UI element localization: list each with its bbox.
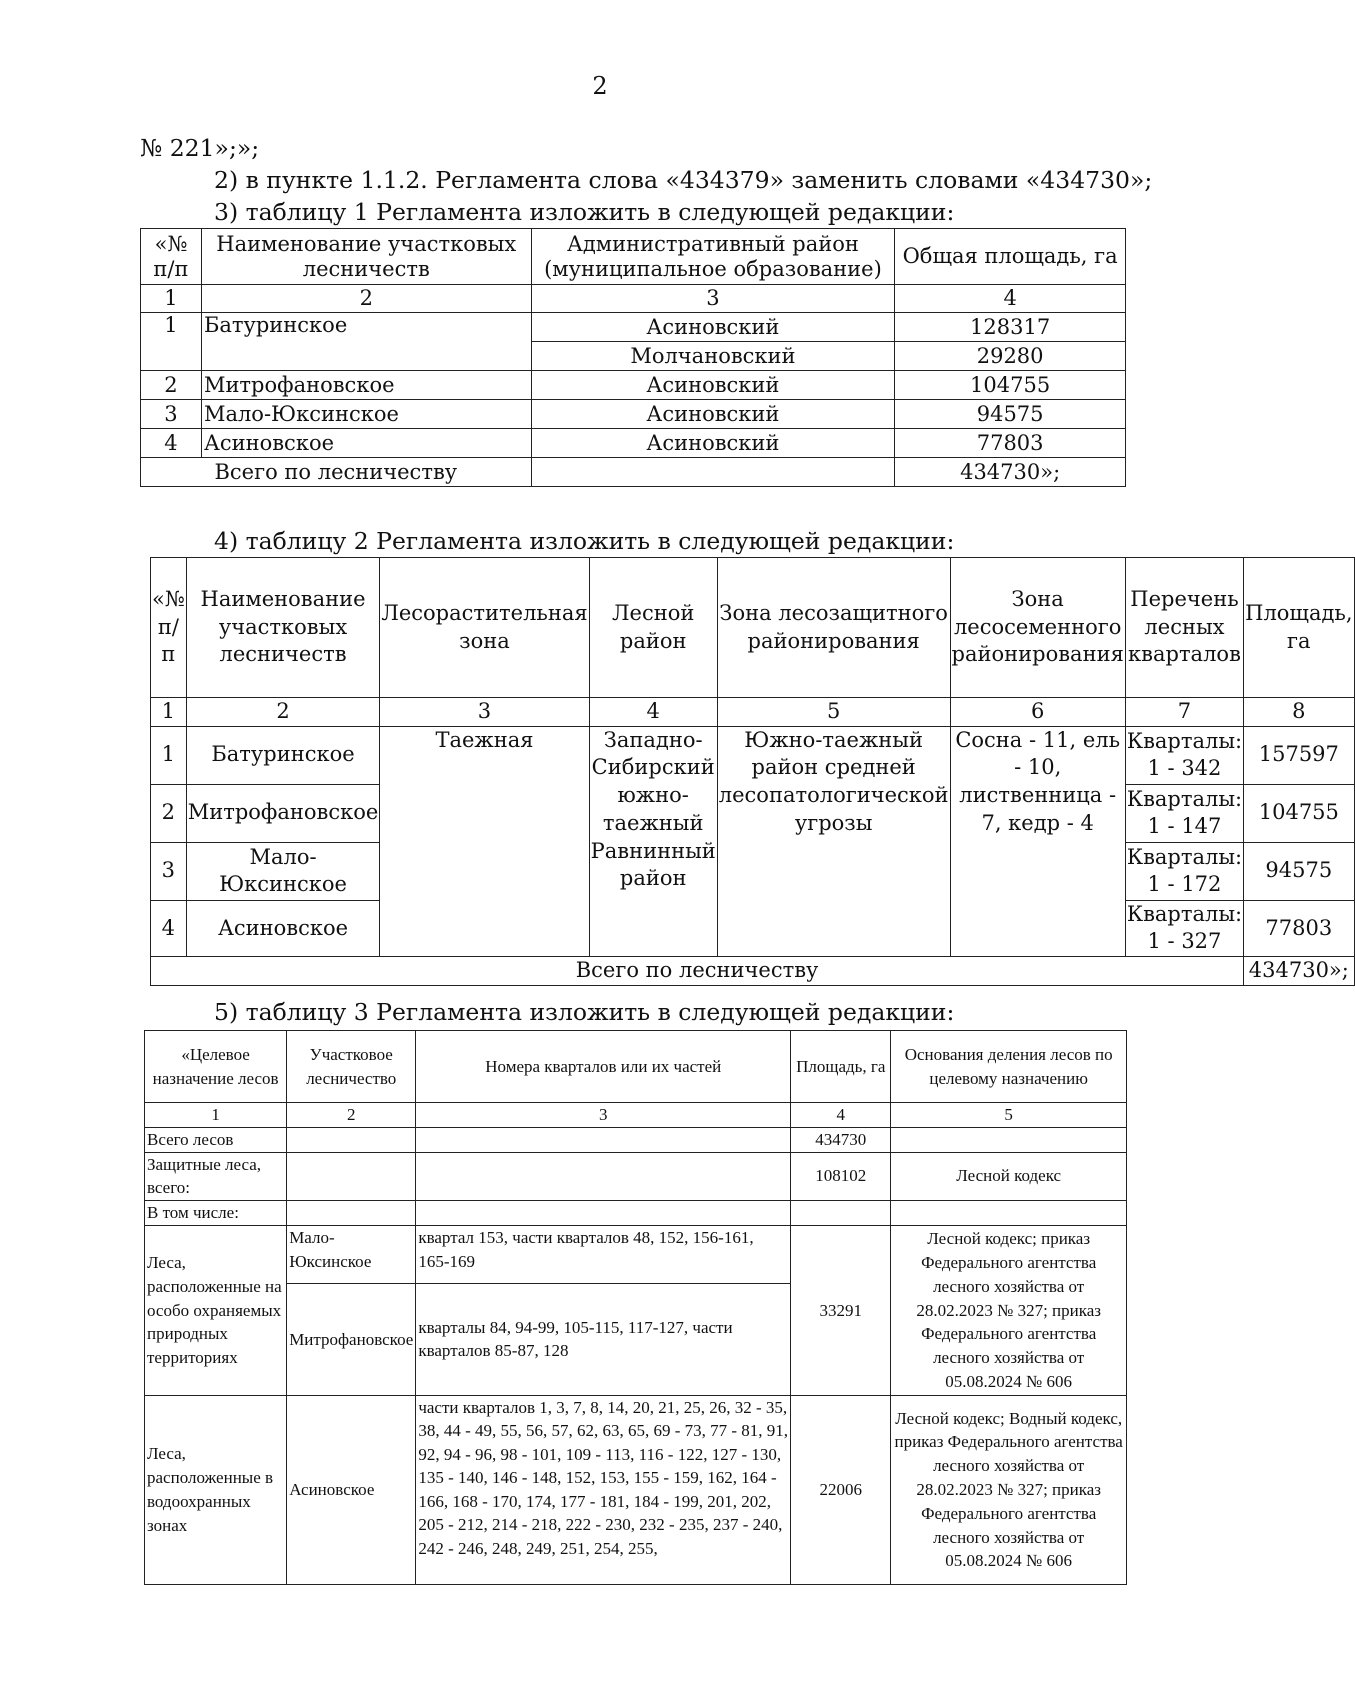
t2-total-row — [151, 957, 1355, 986]
t2-colnum: 2 — [186, 698, 380, 727]
t2-colnum: 4 — [589, 698, 717, 727]
t2-row-quarters: Кварталы: 1 - 147 — [1125, 784, 1243, 842]
t2-protection-zone: Южно-таежный район средней лесопатологической угрозы — [717, 726, 950, 956]
t2-seed-zone: Сосна - 11, ель - 10, лиственница - 7, кедр - 4 — [950, 726, 1125, 956]
t2-row-area: 94575 — [1244, 842, 1354, 900]
table-row — [141, 313, 1126, 342]
t1-total-empty — [531, 458, 895, 487]
t3-empty — [287, 1201, 416, 1226]
t2-row-num: 2 — [151, 784, 187, 842]
t3-header-area: Площадь, га — [791, 1031, 891, 1103]
table-1 — [140, 228, 1126, 487]
t3-total-forests-label: Всего лесов — [145, 1127, 287, 1152]
t1-total-label: Всего по лесничеству — [141, 458, 532, 487]
table-row — [141, 371, 1126, 400]
t1-row-area: 128317 — [895, 313, 1126, 342]
text-line-1: № 221»;»; — [140, 134, 260, 162]
t1-row-district: Молчановский — [531, 342, 895, 371]
t2-forest-district: Западно-Сибирский южно-таежный Равнинный район — [589, 726, 717, 956]
t1-row-num: 4 — [141, 429, 202, 458]
t1-header-num: «№ п/п — [141, 229, 202, 285]
t3-colnum: 1 — [145, 1103, 287, 1128]
t2-row-num: 3 — [151, 842, 187, 900]
t3-oopt-unit: Мало-Юксинское — [287, 1225, 416, 1283]
t1-row-name: Асиновское — [201, 429, 531, 458]
t1-row-num: 2 — [141, 371, 202, 400]
t1-colnum: 2 — [201, 285, 531, 313]
t1-row-name: Мало-Юксинское — [201, 400, 531, 429]
t3-empty — [287, 1127, 416, 1152]
table-row — [145, 1127, 1127, 1152]
t3-protective-label: Защитные леса, всего: — [145, 1152, 287, 1201]
t1-row-area: 94575 — [895, 400, 1126, 429]
t2-row-name: Митрофановское — [186, 784, 380, 842]
t1-row-name: Митрофановское — [201, 371, 531, 400]
table-row — [145, 1201, 1127, 1226]
t3-water-basis: Лесной кодекс; Водный кодекс, приказ Федерального агентства лесного хозяйства от 28.02.2023 № 327; приказ Федерального агентства лесного хозяйства от 05.08.2024 № 606 — [891, 1395, 1127, 1584]
t3-including-label: В том числе: — [145, 1201, 287, 1226]
t1-total-row — [141, 458, 1126, 487]
t2-colnum: 7 — [1125, 698, 1243, 727]
t3-water-purpose: Леса, расположенные в водоохранных зонах — [145, 1395, 287, 1584]
t1-row-district: Асиновский — [531, 400, 895, 429]
t1-row-name: Батуринское — [201, 313, 531, 371]
t2-colnum: 1 — [151, 698, 187, 727]
t1-row-num: 3 — [141, 400, 202, 429]
t3-empty — [416, 1201, 791, 1226]
text-line-4: 4) таблицу 2 Регламента изложить в следующей редакции: — [214, 527, 955, 555]
t2-zone: Таежная — [380, 726, 589, 956]
t3-oopt-purpose: Леса, расположенные на особо охраняемых природных территориях — [145, 1225, 287, 1395]
t1-row-area: 77803 — [895, 429, 1126, 458]
t1-header-district: Административный район (муниципальное образование) — [531, 229, 895, 285]
table-3 — [144, 1030, 1127, 1585]
t2-row-name: Асиновское — [186, 900, 380, 956]
t1-row-num: 1 — [141, 313, 202, 371]
t2-row-quarters: Кварталы: 1 - 172 — [1125, 842, 1243, 900]
t3-empty — [287, 1152, 416, 1201]
t3-water-area: 22006 — [791, 1395, 891, 1584]
t2-colnum: 3 — [380, 698, 589, 727]
t3-empty — [891, 1201, 1127, 1226]
table-row — [145, 1152, 1127, 1201]
t3-oopt-quarters: квартал 153, части кварталов 48, 152, 156-161, 165-169 — [416, 1225, 791, 1283]
t3-oopt-area: 33291 — [791, 1225, 891, 1395]
page-number: 2 — [592, 72, 608, 100]
text-line-5: 5) таблицу 3 Регламента изложить в следующей редакции: — [214, 998, 955, 1026]
table-row — [141, 429, 1126, 458]
t1-colnum: 3 — [531, 285, 895, 313]
text-line-2: 2) в пункте 1.1.2. Регламента слова «434379» заменить словами «434730»; — [214, 166, 1153, 194]
t2-row-num: 1 — [151, 726, 187, 784]
table-row — [151, 726, 1355, 784]
t3-colnum: 5 — [891, 1103, 1127, 1128]
t3-oopt-basis: Лесной кодекс; приказ Федерального агентства лесного хозяйства от 28.02.2023 № 327; приказ Федерального агентства лесного хозяйства от 05.08.2024 № 606 — [891, 1225, 1127, 1395]
t1-row-district: Асиновский — [531, 313, 895, 342]
t2-header-quarters: Перечень лесных кварталов — [1125, 558, 1243, 698]
t3-empty — [791, 1201, 891, 1226]
table-row — [145, 1225, 1127, 1283]
t3-colnum: 3 — [416, 1103, 791, 1128]
t3-header-purpose: «Целевое назначение лесов — [145, 1031, 287, 1103]
t3-water-unit: Асиновское — [287, 1395, 416, 1584]
t2-colnum: 5 — [717, 698, 950, 727]
t2-row-area: 104755 — [1244, 784, 1354, 842]
t2-header-zone: Лесорастительная зона — [380, 558, 589, 698]
t1-colnum: 1 — [141, 285, 202, 313]
t3-empty — [891, 1127, 1127, 1152]
t3-header-unit: Участковое лесничество — [287, 1031, 416, 1103]
t3-header-quarters: Номера кварталов или их частей — [416, 1031, 791, 1103]
t3-total-forests-value: 434730 — [791, 1127, 891, 1152]
t3-protective-basis: Лесной кодекс — [891, 1152, 1127, 1201]
t3-colnum: 4 — [791, 1103, 891, 1128]
t2-row-quarters: Кварталы: 1 - 342 — [1125, 726, 1243, 784]
t2-colnum: 6 — [950, 698, 1125, 727]
t1-colnum: 4 — [895, 285, 1126, 313]
t3-protective-value: 108102 — [791, 1152, 891, 1201]
t3-oopt-unit: Митрофановское — [287, 1283, 416, 1395]
t1-header-name: Наименование участковых лесничеств — [201, 229, 531, 285]
t2-total-label: Всего по лесничеству — [151, 957, 1244, 986]
t1-header-area: Общая площадь, га — [895, 229, 1126, 285]
table-row — [141, 400, 1126, 429]
t2-total-value: 434730»; — [1244, 957, 1354, 986]
t2-header-seed: Зона лесосеменного районирования — [950, 558, 1125, 698]
t3-colnum: 2 — [287, 1103, 416, 1128]
t1-row-district: Асиновский — [531, 371, 895, 400]
t1-row-area: 29280 — [895, 342, 1126, 371]
t2-row-num: 4 — [151, 900, 187, 956]
t2-header-num: «№ п/п — [151, 558, 187, 698]
t3-water-quarters: части кварталов 1, 3, 7, 8, 14, 20, 21, 25, 26, 32 - 35, 38, 44 - 49, 55, 56, 57, 62, 63, 65, 69 - 73, 77 - 81, 91, 92, 94 - 96, 98 - 101, 109 - 113, 116 - 122, 127 - 130, 135 - 140, 146 - 148, 152, 153, 155 - 159, 162, 164 - 166, 168 - 170, 174, 177 - 181, 184 - 199, 201, 202, 205 - 212, 214 - 218, 222 - 230, 232 - 235, 237 - 240, 242 - 246, 248, 249, 251, 254, 255, — [416, 1395, 791, 1584]
table-2 — [150, 557, 1355, 986]
t2-row-area: 77803 — [1244, 900, 1354, 956]
t2-colnum: 8 — [1244, 698, 1354, 727]
t2-header-district: Лесной район — [589, 558, 717, 698]
t1-row-area: 104755 — [895, 371, 1126, 400]
t3-oopt-quarters: кварталы 84, 94-99, 105-115, 117-127, части кварталов 85-87, 128 — [416, 1283, 791, 1395]
t3-empty — [416, 1127, 791, 1152]
t2-header-protection: Зона лесозащитного районирования — [717, 558, 950, 698]
t2-row-name: Мало-Юксинское — [186, 842, 380, 900]
t2-row-quarters: Кварталы: 1 - 327 — [1125, 900, 1243, 956]
t1-row-district: Асиновский — [531, 429, 895, 458]
t2-row-name: Батуринское — [186, 726, 380, 784]
t2-header-area: Площадь, га — [1244, 558, 1354, 698]
t2-header-name: Наименование участковых лесничеств — [186, 558, 380, 698]
t3-empty — [416, 1152, 791, 1201]
t2-row-area: 157597 — [1244, 726, 1354, 784]
t1-total-value: 434730»; — [895, 458, 1126, 487]
t3-header-basis: Основания деления лесов по целевому назначению — [891, 1031, 1127, 1103]
table-row — [145, 1395, 1127, 1584]
text-line-3: 3) таблицу 1 Регламента изложить в следующей редакции: — [214, 198, 955, 226]
